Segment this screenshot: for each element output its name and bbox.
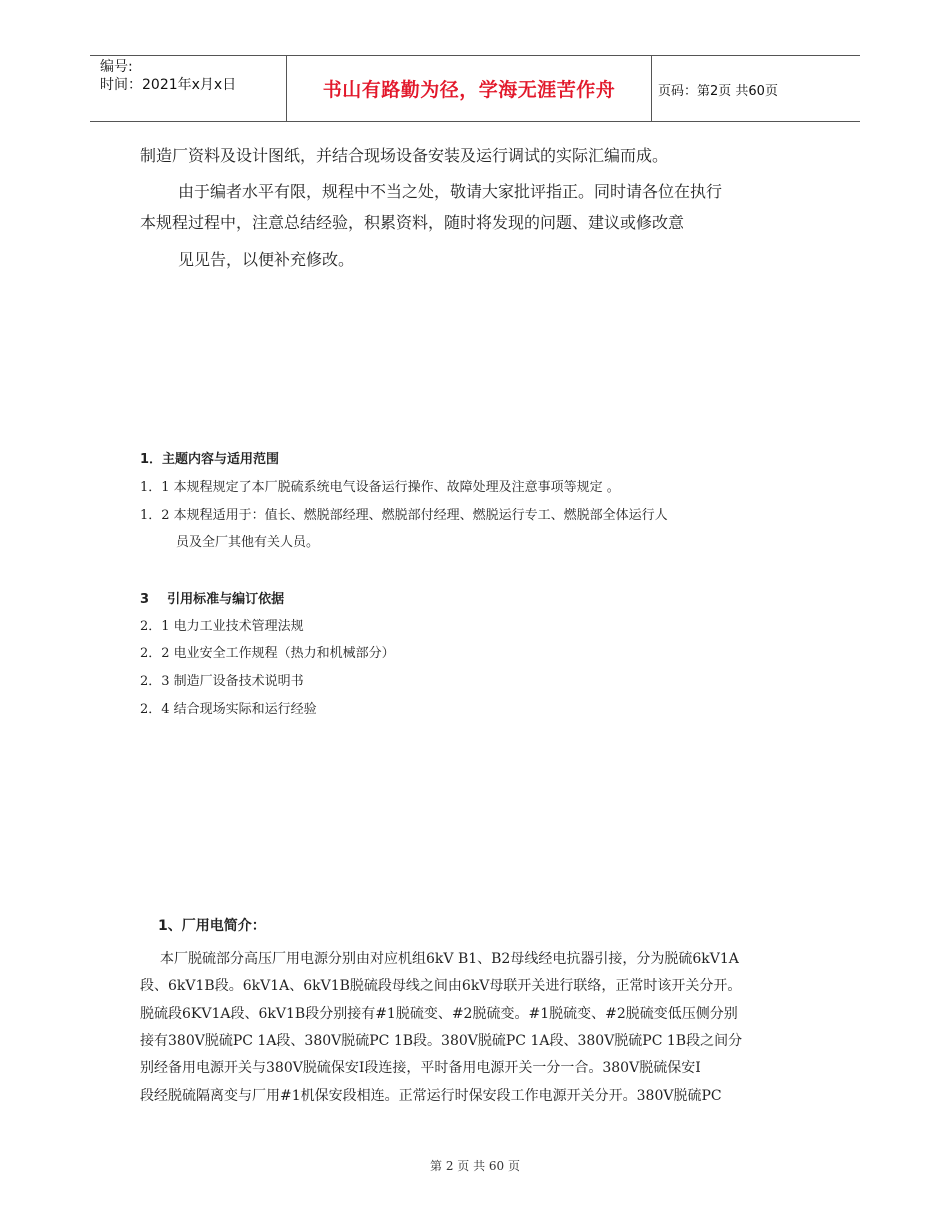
header-top-rule (90, 55, 860, 56)
section1-item-2-line-1: 1．2 本规程适用于：值长、燃脱部经理、燃脱部付经理、燃脱运行专工、燃脱部全体运行人 (140, 508, 668, 523)
section2-title: 3 引用标准与编订依据 (140, 592, 285, 607)
header-page-info: 页码：第2页 共60页 (658, 84, 778, 99)
section3-line-1: 本厂脱硫部分高压厂用电源分别由对应机组6kV B1、B2母线经电抗器引接，分为脱硫6kV1A (160, 951, 739, 967)
section3-line-6: 段经脱硫隔离变与厂用#1机保安段相连。正常运行时保安段工作电源开关分开。380V脱硫PC (140, 1088, 722, 1104)
header-divider-left (286, 55, 287, 121)
section3-line-4: 接有380V脱硫PC 1A段、380V脱硫PC 1B段。380V脱硫PC 1A段、380V脱硫PC 1B段之间分 (140, 1033, 743, 1049)
section2-item-3: 2．3 制造厂设备技术说明书 (140, 674, 304, 689)
header-motto: 书山有路勤为径，学海无涯苦作舟 (322, 79, 616, 101)
section2-item-4: 2．4 结合现场实际和运行经验 (140, 702, 317, 717)
intro-line-2: 由于编者水平有限，规程中不当之处，敬请大家批评指正。同时请各位在执行 (178, 182, 723, 201)
page-footer: 第 2 页 共 60 页 (430, 1159, 520, 1173)
header-bottom-rule (90, 121, 860, 122)
section1-item-2-line-2: 员及全厂其他有关人员。 (176, 535, 320, 550)
intro-line-1: 制造厂资料及设计图纸，并结合现场设备安装及运行调试的实际汇编而成。 (140, 146, 669, 165)
header-divider-right (651, 55, 652, 121)
section3-line-3: 脱硫段6KV1A段、6kV1B段分别接有#1脱硫变、#2脱硫变。#1脱硫变、#2脱硫变低压侧分别 (140, 1006, 738, 1022)
serial-label: 编号: (100, 59, 133, 75)
intro-line-3: 本规程过程中，注意总结经验，积累资料，随时将发现的问题、建议或修改意 (140, 213, 685, 232)
section3-line-5: 别经备用电源开关与380V脱硫保安Ⅰ段连接，平时备用电源开关一分一合。380V脱硫保安Ⅰ (140, 1060, 701, 1076)
section2-item-1: 2．1 电力工业技术管理法规 (140, 619, 304, 634)
section3-line-2: 段、6kV1B段。6kV1A、6kV1B脱硫段母线之间由6kV母联开关进行联络，正常时该开关分开。 (140, 978, 742, 994)
section1-item-1: 1．1 本规程规定了本厂脱硫系统电气设备运行操作、故障处理及注意事项等规定 。 (140, 480, 620, 495)
intro-line-4: 见见告，以便补充修改。 (178, 250, 355, 269)
header-meta (100, 58, 236, 94)
section2-item-2: 2．2 电业安全工作规程（热力和机械部分） (140, 646, 395, 661)
section3-title: 1、厂用电简介： (158, 918, 266, 934)
section1-title: 1．主题内容与适用范围 (140, 452, 280, 467)
time-label: 时间：2021年x月x日 (100, 77, 237, 93)
